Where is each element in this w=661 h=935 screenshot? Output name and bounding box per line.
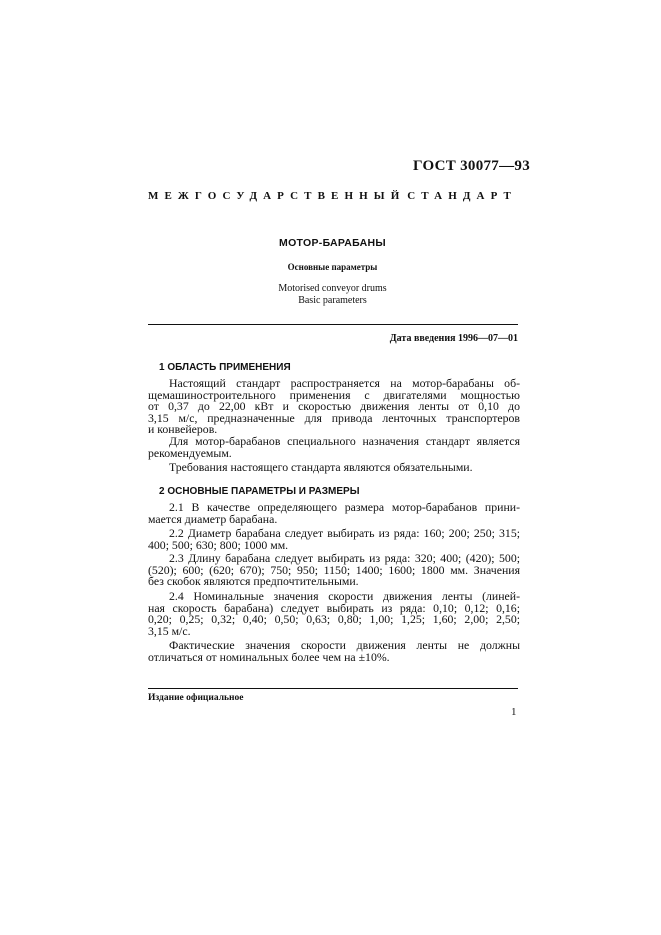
- section-2-paragraph-2: [148, 528, 520, 551]
- section-1-heading: 1 ОБЛАСТЬ ПРИМЕНЕНИЯ: [159, 362, 291, 373]
- page-number: 1: [511, 706, 517, 718]
- official-edition-label: Издание официальное: [148, 693, 244, 703]
- section-2-paragraph-4: [148, 591, 520, 637]
- section-2-paragraph-1: [148, 502, 520, 525]
- introduction-date: Дата введения 1996—07—01: [389, 333, 518, 344]
- section-2-heading: 2 ОСНОВНЫЕ ПАРАМЕТРЫ И РАЗМЕРЫ: [159, 486, 360, 497]
- text-line: 3,15 м/с.: [148, 623, 191, 638]
- interstate-label: МЕЖГОСУДАРСТВЕННЫЙ: [148, 190, 406, 202]
- text-line: 400; 500; 630; 800; 1000 мм.: [148, 537, 289, 552]
- text-line: 2.1 В качестве определяющего размера мотор-барабанов прини-: [169, 500, 520, 514]
- text-line: (520); 600; (620; 670); 750; 950; 1150; 1400; 1600; 1800 мм. Значения: [148, 562, 520, 577]
- text-line: 2.2 Диаметр барабана следует выбирать из ряда: 160; 200; 250; 315;: [169, 526, 520, 540]
- text-line: без скобок являются предпочтительными.: [148, 574, 359, 589]
- document-subtitle: Основные параметры: [287, 262, 378, 272]
- document-title: МОТОР-БАРАБАНЫ: [279, 237, 386, 249]
- english-title-line-2: Basic parameters: [298, 295, 367, 306]
- standard-code: ГОСТ 30077—93: [413, 158, 531, 174]
- section-1-paragraph-2: [148, 436, 520, 459]
- text-line: щемашиностроительного применения с двигателями мощностью: [148, 387, 520, 402]
- text-line: Требования настоящего стандарта являются обязательными.: [169, 460, 473, 474]
- text-line: 2.3 Длину барабана следует выбирать из ряда: 320; 400; (420); 500;: [169, 551, 520, 565]
- interstate-standard-banner: [148, 190, 517, 202]
- english-title-line-1: Motorised conveyor drums: [278, 283, 387, 294]
- text-line: 2.4 Номинальные значения скорости движения ленты (линей-: [169, 589, 520, 603]
- english-title: [148, 283, 517, 307]
- text-line: от 0,37 до 22,00 кВт и скоростью движения ленты от 0,10 до: [148, 399, 520, 414]
- section-1-paragraph-1: [148, 378, 520, 436]
- section-2-paragraph-3: [148, 553, 520, 588]
- section-1-paragraph-3: [148, 462, 520, 474]
- text-line: Настоящий стандарт распространяется на мотор-барабаны об-: [169, 376, 520, 390]
- text-line: и конвейеров.: [148, 422, 218, 437]
- text-line: Фактические значения скорости движения ленты не должны: [169, 638, 520, 652]
- text-line: мается диаметр барабана.: [148, 511, 278, 526]
- text-line: 0,20; 0,25; 0,32; 0,40; 0,50; 0,63; 0,80; 1,00; 1,25; 1,60; 2,00; 2,50;: [148, 612, 520, 627]
- text-line: ная скорость барабана) следует выбирать из ряда: 0,10; 0,12; 0,16;: [148, 600, 520, 615]
- footer-divider: [148, 688, 518, 689]
- text-line: рекомендуемым.: [148, 445, 232, 460]
- header-divider: [148, 324, 518, 325]
- text-line: отличаться от номинальных более чем на ±10%.: [148, 649, 390, 664]
- standard-label: СТАНДАРТ: [407, 190, 517, 202]
- text-line: Для мотор-барабанов специального назначения стандарт является: [169, 434, 520, 448]
- text-line: 3,15 м/с, предназначенные для привода ленточных транспортеров: [148, 410, 520, 425]
- section-2-paragraph-5: [148, 640, 520, 663]
